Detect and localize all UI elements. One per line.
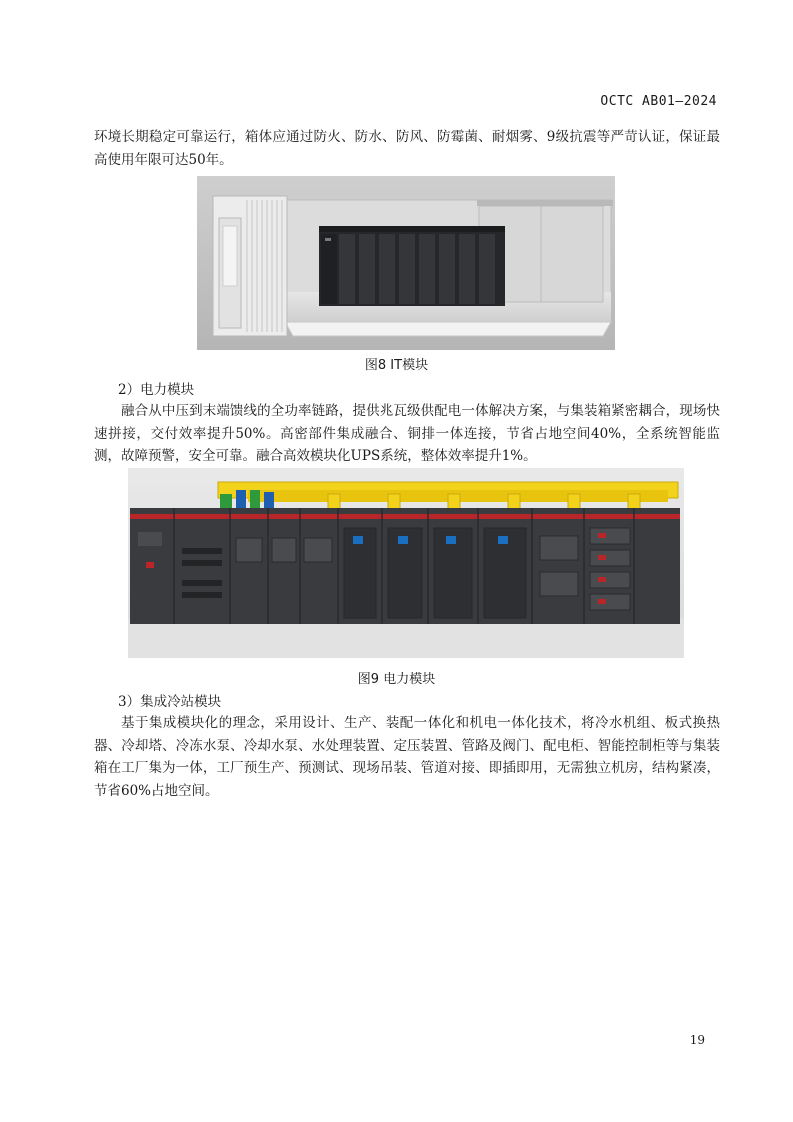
- paragraph-cooling-module: 基于集成模块化的理念，采用设计、生产、装配一体化和机电一体化技术，将冷水机组、板式换热器、冷却塔、冷冻水泵、冷却水泵、水处理装置、定压装置、管路及阀门、配电柜、智能控制柜等与集装箱在工厂集为一体，工厂预生产、预测试、现场吊装、管道对接、即插即用，无需独立机房，结构紧凑，节省60%占地空间。: [94, 715, 720, 799]
- document-id-header: OCTC AB01—2024: [600, 94, 717, 109]
- figure-9-caption: 图9 电力模块: [357, 672, 436, 687]
- heading-power-module: 2）电力模块: [118, 382, 195, 398]
- figure-power-module-image: [128, 468, 684, 658]
- paragraph-power-module: 融合从中压到末端馈线的全功率链路，提供兆瓦级供配电一体解决方案，与集装箱紧密耦合，现场快速拼接，交付效率提升50%。高密部件集成融合、铜排一体连接，节省占地空间40%，全系统智能监测，故障预警，安全可靠。融合高效模块化UPS系统，整体效率提升1%。: [94, 403, 720, 464]
- figure-it-module-image: [197, 176, 615, 350]
- page-number: 19: [689, 1033, 705, 1047]
- paragraph-container-intro: 环境长期稳定可靠运行，箱体应通过防火、防水、防风、防霉菌、耐烟雾、9级抗震等严苛认证，保证最高使用年限可达50年。: [94, 129, 720, 168]
- heading-cooling-module: 3）集成冷站模块: [118, 694, 222, 710]
- figure-8-caption: 图8 IT模块: [364, 358, 429, 373]
